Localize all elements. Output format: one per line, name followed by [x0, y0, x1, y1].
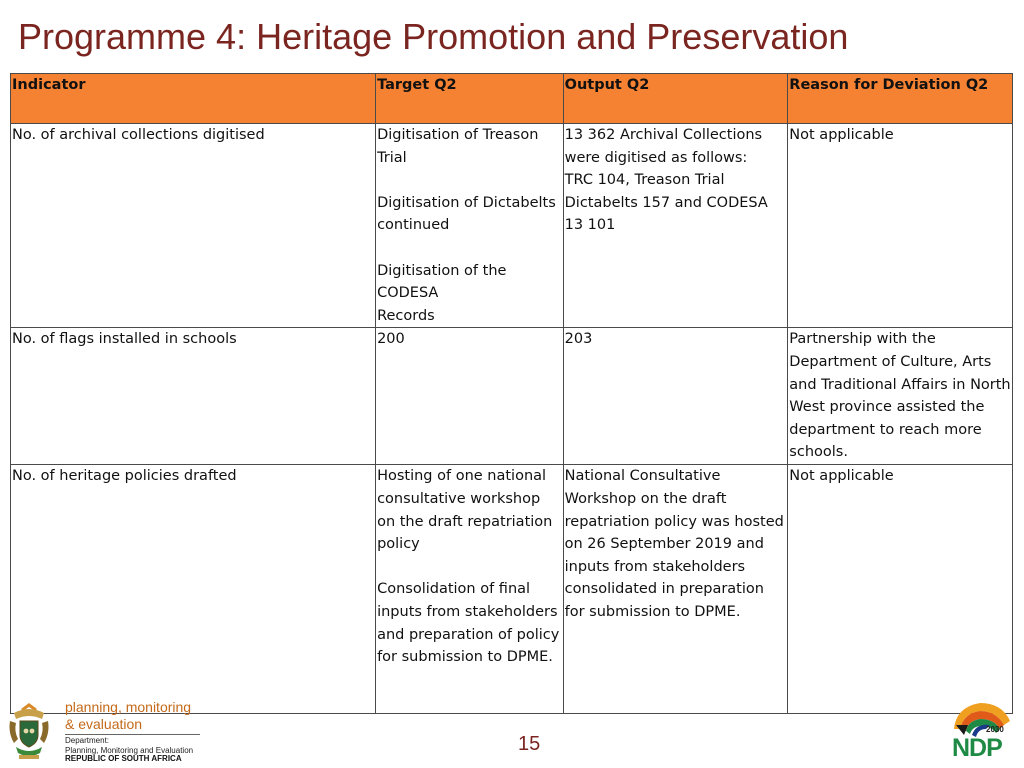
brand-name: planning, monitoring & evaluation [65, 699, 192, 732]
table-header-row [11, 74, 1013, 124]
table-row [11, 124, 1013, 328]
coat-of-arms-icon [4, 699, 54, 761]
ndp-name: NDP [952, 734, 1002, 762]
indicator-cell: No. of archival collections digitised [11, 124, 376, 328]
dpme-logo [4, 697, 204, 765]
target-cell: 200 [376, 328, 564, 465]
reason-cell: Not applicable [788, 465, 1013, 714]
indicator-cell: No. of flags installed in schools [11, 328, 376, 465]
target-cell: Hosting of one national consultative workshop on the draft repatriation policy Consolidation of final inputs from stakeholders and preparation of policy for submission to DPME. [376, 465, 564, 714]
header-target-q2: Target Q2 [376, 74, 564, 124]
ndp-logo [946, 699, 1016, 761]
country-name: REPUBLIC OF SOUTH AFRICA [65, 754, 182, 763]
target-cell: Digitisation of Treason Trial Digitisation of Dictabelts continued Digitisation of the CODESA Records [376, 124, 564, 328]
ndp-year: 2030 [986, 725, 1004, 734]
table-row [11, 465, 1013, 714]
header-indicator: Indicator [11, 74, 376, 124]
header-output-q2: Output Q2 [563, 74, 788, 124]
reason-cell: Not applicable [788, 124, 1013, 328]
output-cell: 13 362 Archival Collections were digitised as follows: TRC 104, Treason Trial Dictabelts 157 and CODESA 13 101 [563, 124, 788, 328]
page-title: Programme 4: Heritage Promotion and Preservation [18, 16, 849, 57]
table-row [11, 328, 1013, 465]
page-number: 15 [518, 733, 541, 755]
indicator-cell: No. of heritage policies drafted [11, 465, 376, 714]
department-name: Department: Planning, Monitoring and Evaluation [65, 736, 194, 755]
logo-divider [65, 734, 200, 735]
indicator-table [10, 73, 1013, 714]
reason-cell: Partnership with the Department of Culture, Arts and Traditional Affairs in North West province assisted the department to reach more schools. [788, 328, 1013, 465]
output-cell: 203 [563, 328, 788, 465]
header-reason-for-deviation: Reason for Deviation Q2 [788, 74, 1013, 124]
output-cell: National Consultative Workshop on the draft repatriation policy was hosted on 26 September 2019 and inputs from stakeholders consolidated in preparation for submission to DPME. [563, 465, 788, 714]
